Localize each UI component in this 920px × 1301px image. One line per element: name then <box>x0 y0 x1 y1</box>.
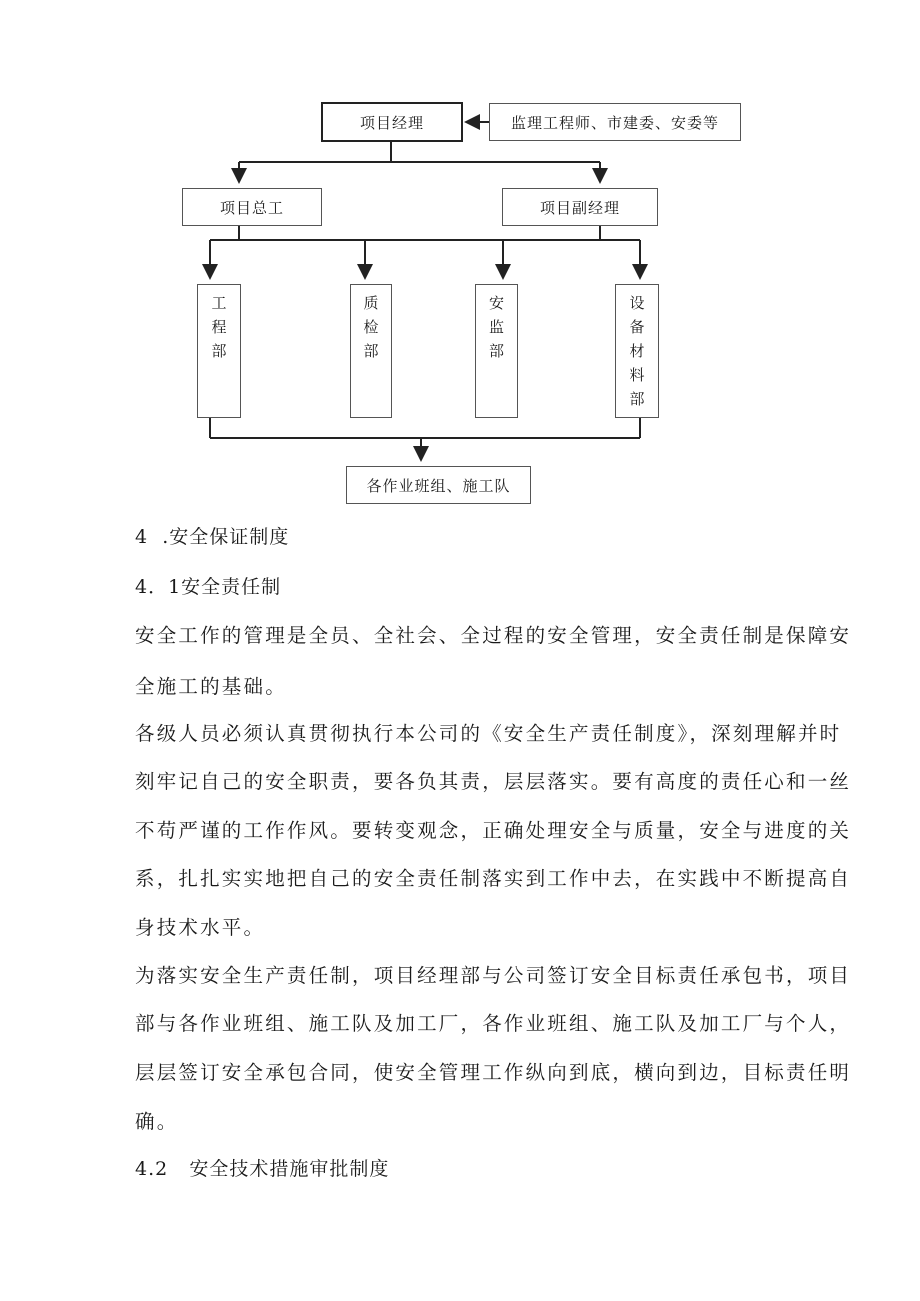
section-number: 4 <box>135 526 149 548</box>
subheading-4-1: 4．1安全责任制 <box>135 576 282 598</box>
box-work-teams-label: 各作业班组、施工队 <box>366 476 511 495</box>
paragraph-line: 部与各作业班组、施工队及加工厂，各作业班组、施工队及加工厂与个人， <box>135 1012 852 1035</box>
paragraph-line: 确。 <box>135 1110 179 1133</box>
paragraph-line: 不苟严谨的工作作风。要转变观念，正确处理安全与质量，安全与进度的关 <box>135 819 852 842</box>
box-deputy-manager <box>502 188 658 226</box>
box-chief-engineer-label: 项目总工 <box>219 198 284 217</box>
box-dept-quality <box>350 284 392 418</box>
box-chief-engineer <box>182 188 322 226</box>
subheading-title: 安全技术措施审批制度 <box>189 1158 390 1180</box>
box-dept-engineering <box>197 284 241 418</box>
paragraph-line: 为落实安全生产责任制，项目经理部与公司签订安全目标责任承包书，项目 <box>135 964 852 987</box>
box-work-teams <box>346 466 531 504</box>
section-title: .安全保证制度 <box>162 526 290 548</box>
org-chart-connectors <box>0 0 920 520</box>
org-chart <box>0 0 920 520</box>
section-heading-4 <box>135 522 289 549</box>
subheading-number: 4.2 <box>135 1158 169 1180</box>
paragraph-line: 安全工作的管理是全员、全社会、全过程的安全管理，安全责任制是保障安 <box>135 624 852 647</box>
paragraph-line: 各级人员必须认真贯彻执行本公司的《安全生产责任制度》，深刻理解并时 <box>135 722 842 745</box>
subheading-4-2 <box>135 1154 389 1181</box>
dept-quality-label: 质检部 <box>363 294 379 360</box>
box-dept-safety <box>475 284 518 418</box>
paragraph-line: 全施工的基础。 <box>135 675 287 698</box>
dept-engineering-label: 工程部 <box>211 294 227 360</box>
box-external-supervisors <box>489 103 741 141</box>
box-project-manager-label: 项目经理 <box>359 113 424 132</box>
box-project-manager <box>321 102 463 142</box>
box-deputy-manager-label: 项目副经理 <box>539 198 620 217</box>
box-external-label: 监理工程师、市建委、安委等 <box>510 113 719 132</box>
dept-safety-label: 安监部 <box>489 294 505 360</box>
box-dept-equipment <box>615 284 659 418</box>
paragraph-line: 刻牢记自己的安全职责，要各负其责，层层落实。要有高度的责任心和一丝 <box>135 770 852 793</box>
paragraph-line: 层层签订安全承包合同，使安全管理工作纵向到底，横向到边，目标责任明 <box>135 1061 852 1084</box>
paragraph-line: 系，扎扎实实地把自己的安全责任制落实到工作中去，在实践中不断提高自 <box>135 867 852 890</box>
dept-equipment-label: 设备材料部 <box>629 294 645 408</box>
paragraph-line: 身技术水平。 <box>135 916 266 939</box>
